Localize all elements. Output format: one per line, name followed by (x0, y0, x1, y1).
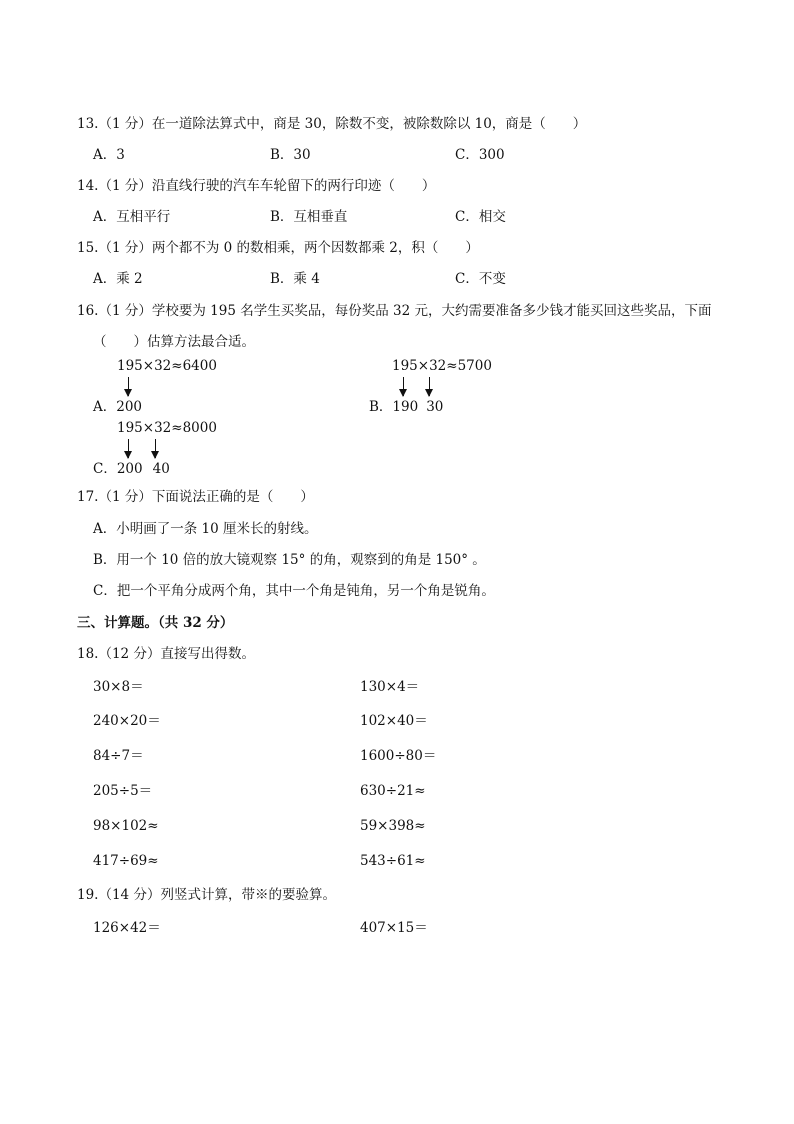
q18-item-right-5: 59×398≈ (360, 818, 426, 834)
q18-item-right-3: 1600÷80＝ (360, 748, 437, 764)
q13-option-c[interactable]: C．300 (455, 147, 505, 163)
q19-item-right-1: 407×15＝ (360, 920, 428, 936)
q18-item-left-4: 205÷5＝ (93, 783, 153, 799)
q13-option-a[interactable]: A．3 (93, 147, 125, 163)
q16-a-label: A． (93, 399, 117, 415)
q16-a-expression: 195×32≈6400 (117, 358, 217, 374)
question-18-stem: 18.（12 分）直接写出得数。 (77, 646, 255, 662)
down-arrow-icon (429, 377, 430, 396)
down-arrow-icon (128, 377, 129, 396)
q16-a-value: 200 (116, 399, 143, 415)
q18-item-right-4: 630÷21≈ (360, 783, 426, 799)
q13-option-b[interactable]: B．30 (270, 147, 311, 163)
question-13-stem: 13.（1 分）在一道除法算式中，商是 30，除数不变，被除数除以 10，商是（ ） (77, 116, 587, 132)
down-arrow-icon (403, 377, 404, 396)
q18-item-left-1: 30×8＝ (93, 679, 144, 695)
q18-item-left-5: 98×102≈ (93, 818, 159, 834)
q16-c-value-1: 200 (116, 461, 143, 477)
q16-b-value-2: 30 (426, 399, 444, 415)
down-arrow-icon (128, 439, 129, 458)
question-16-stem-line2: （ ）估算方法最合适。 (93, 334, 255, 350)
q16-b-expression: 195×32≈5700 (392, 358, 492, 374)
q18-item-left-6: 417÷69≈ (93, 853, 159, 869)
q18-item-left-3: 84÷7＝ (93, 748, 144, 764)
q14-option-a[interactable]: A．互相平行 (93, 209, 171, 225)
q17-option-c[interactable]: C．把一个平角分成两个角，其中一个角是钝角，另一个角是锐角。 (93, 583, 495, 599)
q17-option-b[interactable]: B．用一个 10 倍的放大镜观察 15° 的角，观察到的角是 150° 。 (93, 552, 486, 568)
q18-item-right-6: 543÷61≈ (360, 853, 426, 869)
q18-item-right-1: 130×4＝ (360, 679, 420, 695)
q15-option-b[interactable]: B．乘 4 (270, 271, 320, 287)
q16-option-b[interactable] (369, 401, 443, 415)
down-arrow-icon (155, 439, 156, 458)
q16-c-expression: 195×32≈8000 (117, 420, 217, 436)
q16-c-label: C． (93, 461, 117, 477)
question-16-stem-line1: 16.（1 分）学校要为 195 名学生买奖品，每份奖品 32 元，大约需要准备多少钱才能买回这些奖品，下面 (77, 303, 712, 319)
q16-c-value-2: 40 (152, 461, 170, 477)
q14-option-b[interactable]: B．互相垂直 (270, 209, 348, 225)
q17-option-a[interactable]: A．小明画了一条 10 厘米长的射线。 (93, 521, 318, 537)
q15-option-c[interactable]: C．不变 (455, 271, 506, 287)
q16-option-c[interactable] (93, 463, 170, 477)
q16-b-label: B． (369, 399, 393, 415)
q15-option-a[interactable]: A．乘 2 (93, 271, 143, 287)
question-15-stem: 15.（1 分）两个都不为 0 的数相乘，两个因数都乘 2，积（ ） (77, 240, 479, 256)
q18-item-left-2: 240×20＝ (93, 713, 161, 729)
q16-b-value-1: 190 (392, 399, 419, 415)
q19-item-left-1: 126×42＝ (93, 920, 161, 936)
q14-option-c[interactable]: C．相交 (455, 209, 506, 225)
question-19-stem: 19.（14 分）列竖式计算，带※的要验算。 (77, 887, 336, 903)
q18-item-right-2: 102×40＝ (360, 713, 428, 729)
question-17-stem: 17.（1 分）下面说法正确的是（ ） (77, 489, 314, 505)
q16-option-a[interactable] (93, 401, 142, 415)
question-14-stem: 14.（1 分）沿直线行驶的汽车车轮留下的两行印迹（ ） (77, 178, 436, 194)
section-3-title: 三、计算题。（共 32 分） (77, 615, 234, 631)
